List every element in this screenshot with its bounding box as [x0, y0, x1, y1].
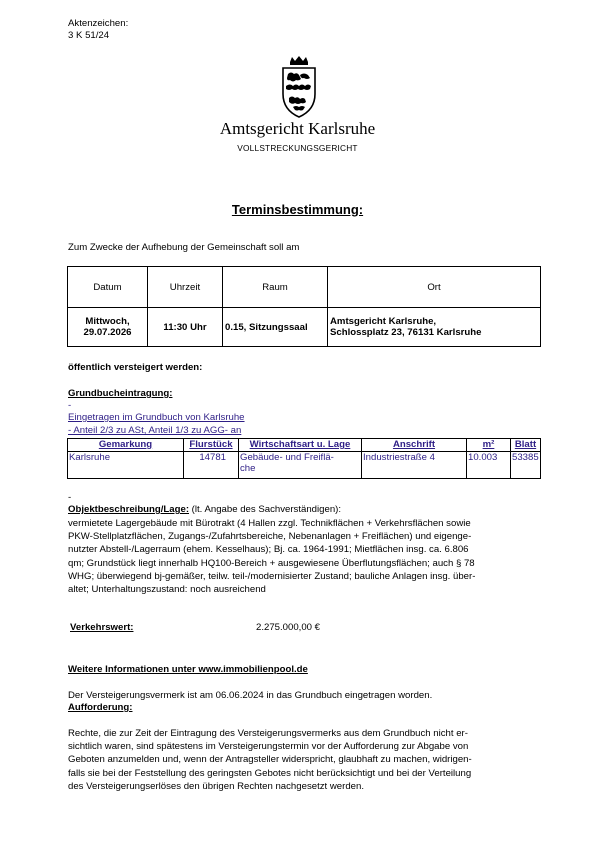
market-value-amount: 2.275.000,00 € — [256, 622, 321, 633]
object-description-dash: - — [68, 492, 72, 503]
appointment-date-value: 29.07.2026 — [83, 327, 132, 338]
table-row — [68, 452, 541, 479]
appointment-table — [67, 266, 541, 347]
document-title: Terminsbestimmung: — [231, 202, 364, 217]
market-value-label: Verkehrswert: — [70, 622, 134, 633]
cell-flurstueck: 14781 — [184, 452, 239, 479]
object-description-note: (lt. Angabe des Sachverständigen): — [189, 504, 342, 515]
case-reference-label: Aktenzeichen: — [68, 18, 129, 29]
land-register-shares: - Anteil 2/3 zu ASt, Anteil 1/3 zu AGG- an — [68, 425, 242, 436]
more-info-link[interactable]: Weitere Informationen unter www.immobilienpool.de — [68, 664, 308, 675]
request-line: falls sie bei der Feststellung des geringsten Gebotes nicht berücksichtigt und bei der Verteilung — [68, 767, 472, 779]
appointment-room: 0.15, Sitzungssaal — [223, 308, 328, 347]
col-anschrift: Anschrift — [362, 439, 467, 452]
land-register-heading: Grundbucheintragung: — [68, 388, 173, 399]
request-heading: Aufforderung: — [68, 702, 133, 713]
col-gemarkung: Gemarkung — [68, 439, 184, 452]
cell-gemarkung: Karlsruhe — [68, 452, 184, 479]
object-description-line: vermietete Lagergebäude mit Bürotrakt (4 Hallen zzgl. Technikflächen + Verkehrsflächen sowie — [68, 518, 471, 529]
land-register-header-row — [68, 439, 541, 452]
request-line: Rechte, die zur Zeit der Eintragung des Versteigerungsvermerks aus dem Grundbuch nicht er- — [68, 728, 468, 739]
object-description-heading-line — [68, 504, 341, 515]
header-ort: Ort — [328, 267, 541, 308]
object-description-line: PKW-Stellplatzflächen, Zugangs-/Zufahrtsbereiche, Nebenanlagen + Freiflächen) und eigenge- — [68, 531, 472, 543]
intro-text: Zum Zwecke der Aufhebung der Gemeinschaft soll am — [68, 242, 300, 253]
object-description-line: nutzter Abstell-/Lagerraum (ehem. Kesselhaus); Bj. ca. 1964-1991; Mietflächen insg. ca. 6.806 — [68, 544, 469, 556]
header-uhrzeit: Uhrzeit — [148, 267, 223, 308]
land-register-table — [67, 438, 541, 479]
header-raum: Raum — [223, 267, 328, 308]
registration-note: Der Versteigerungsvermerk ist am 06.06.2024 in das Grundbuch eingetragen worden. — [68, 690, 433, 701]
cell-anschrift: Industriestraße 4 — [362, 452, 467, 479]
appointment-place — [328, 308, 541, 347]
cell-blatt: 53385 — [511, 452, 541, 479]
appointment-place-line1: Amtsgericht Karlsruhe, — [330, 316, 437, 327]
object-description-line: altet; Unterhaltungszustand: noch ausreichend — [68, 584, 266, 596]
land-register-location: Eingetragen im Grundbuch von Karlsruhe — [68, 412, 245, 423]
case-reference-number: 3 K 51/24 — [68, 29, 110, 41]
object-description-line: WHG; überwiegend bj-gemäßer, teilw. teil-/modernisierter Zustand; bauliche Anlagen insg. über- — [68, 570, 476, 582]
case-reference — [68, 18, 128, 41]
appointment-date — [68, 308, 148, 347]
object-description-line: qm; Grundstück liegt innerhalb HQ100-Bereich + ausgewiesene Überflutungsflächen; auch § 78 — [68, 557, 475, 569]
appointment-place-line2: Schlossplatz 23, 76131 Karlsruhe — [330, 327, 482, 338]
cell-wirtschaftsart — [239, 452, 362, 479]
auction-statement: öffentlich versteigert werden: — [68, 362, 203, 373]
appointment-weekday: Mittwoch, — [85, 316, 130, 327]
court-name: Amtsgericht Karlsruhe — [219, 119, 376, 138]
request-line: des Versteigerungserlöses den übrigen Rechten nachgesetzt werden. — [68, 780, 364, 792]
col-wirtschaftsart: Wirtschaftsart u. Lage — [239, 439, 362, 452]
appointment-header-row — [68, 267, 541, 308]
appointment-values-row — [68, 308, 541, 347]
cell-wirtschaftsart-line1: Gebäude- und Freiflä- — [240, 452, 334, 463]
object-description-body — [68, 517, 540, 596]
cell-m2: 10.003 — [467, 452, 511, 479]
court-department: VOLLSTRECKUNGSGERICHT — [237, 143, 358, 153]
col-blatt: Blatt — [511, 439, 541, 452]
col-m2: m² — [467, 439, 511, 452]
object-description-heading: Objektbeschreibung/Lage: — [68, 504, 190, 515]
header-datum: Datum — [68, 267, 148, 308]
cell-wirtschaftsart-line2: che — [240, 463, 256, 474]
land-register-dash: - — [68, 400, 72, 411]
request-line: Geboten anzumelden und, wenn der Antragsteller widerspricht, glaubhaft zu machen, widrigen- — [68, 754, 472, 766]
coat-of-arms-icon — [280, 56, 318, 118]
request-body — [68, 727, 540, 793]
appointment-time: 11:30 Uhr — [148, 308, 223, 347]
request-line: sichtlich waren, sind spätestens im Versteigerungstermin vor der Aufforderung zur Abgabe von — [68, 741, 469, 753]
col-flurstueck: Flurstück — [184, 439, 239, 452]
